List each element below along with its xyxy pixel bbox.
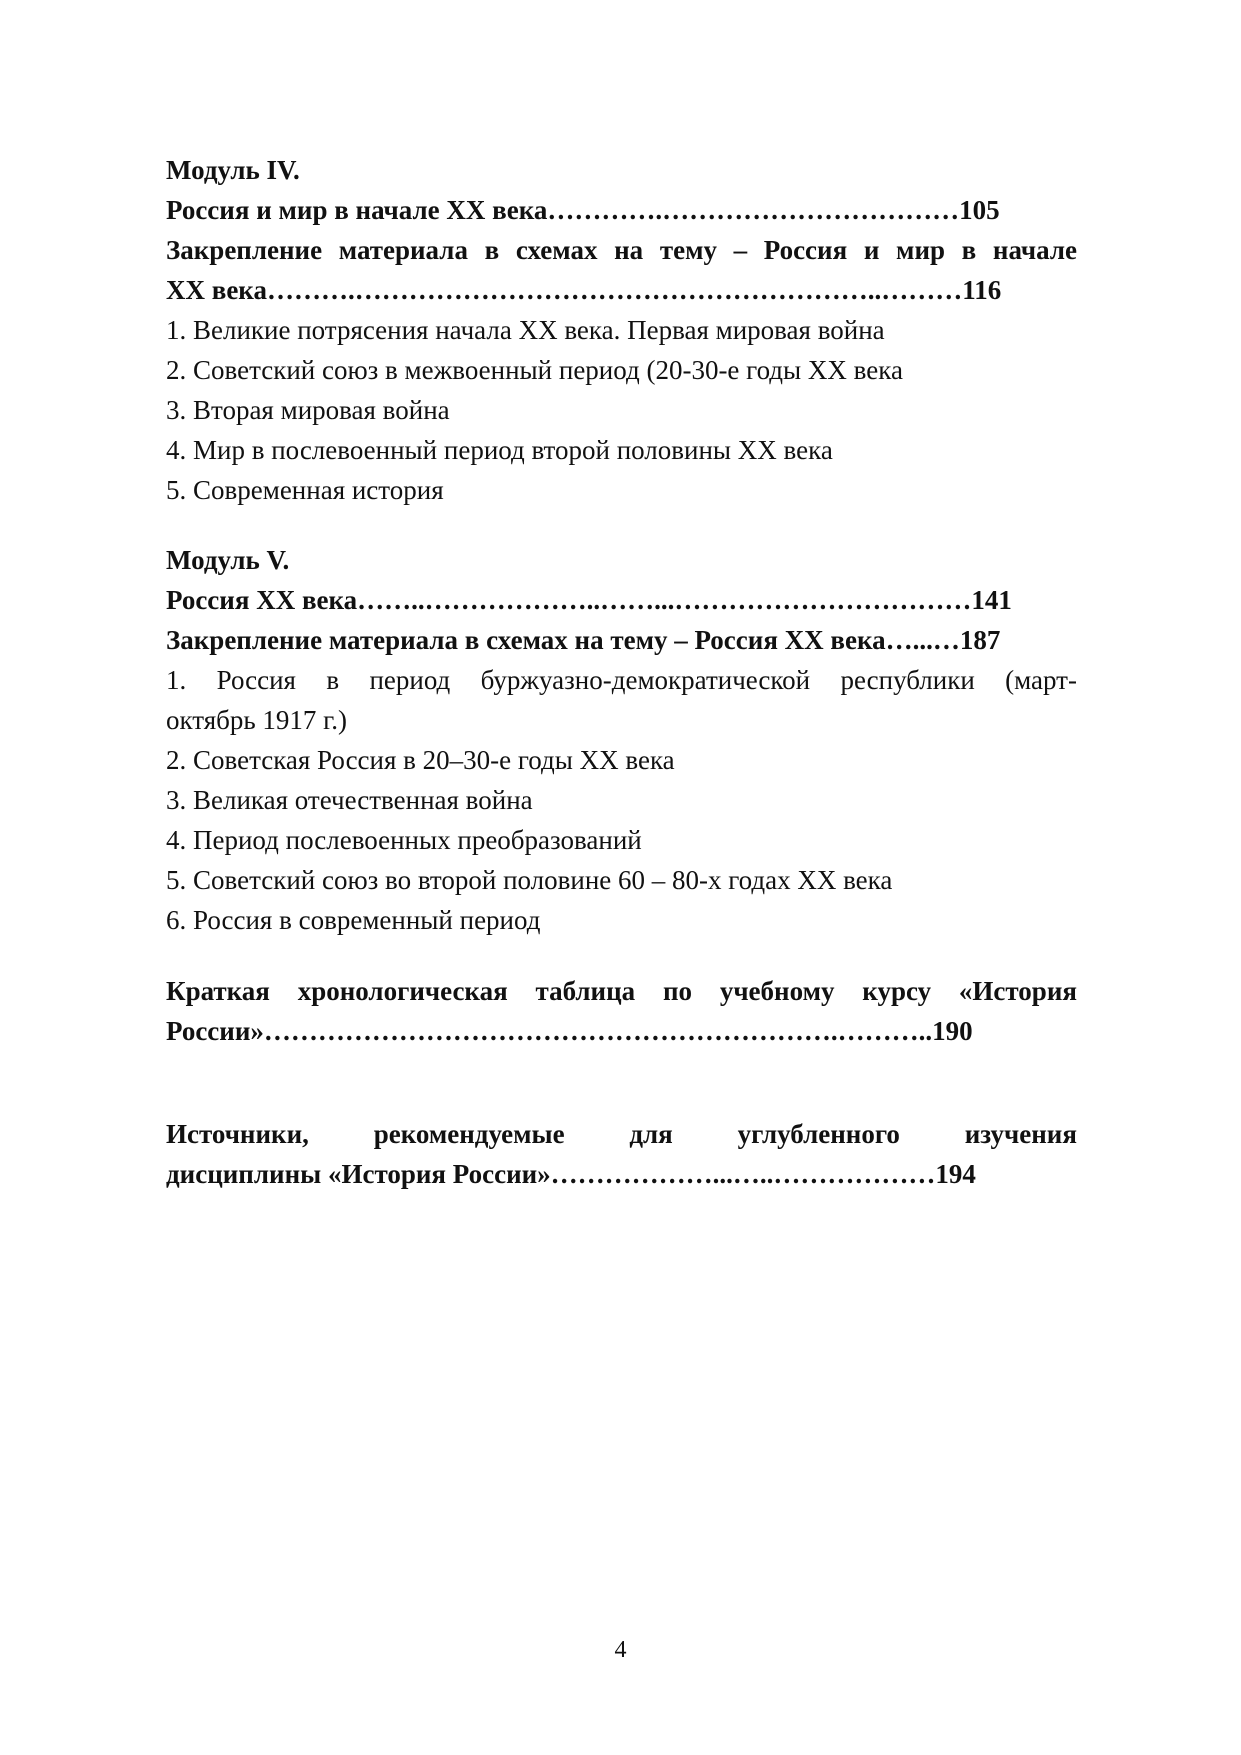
section-spacer [166, 1051, 1077, 1114]
module-5-topic: 4. Период послевоенных преобразований [166, 825, 642, 855]
sources-entry-line1: Источники, рекомендуемые для углубленного изучения [166, 1119, 1077, 1149]
section-spacer [166, 510, 1077, 540]
table-of-contents [166, 150, 1077, 1194]
module-5-topic: 2. Советская Россия в 20–30-е годы XX века [166, 745, 675, 775]
module-5-topic: 6. Россия в современный период [166, 905, 541, 935]
module-4-heading: Модуль IV. [166, 155, 300, 185]
module-4-topic: 1. Великие потрясения начала XX века. Первая мировая война [166, 315, 885, 345]
module-5-title-entry: Россия XX века……..………………..……...……………………………141 [166, 585, 1012, 615]
module-4-topic: 2. Советский союз в межвоенный период (20-30-е годы XX века [166, 355, 903, 385]
module-4-summary-entry-line2: XX века……….…………………………………………………..………116 [166, 275, 1002, 305]
module-4-topic: 4. Мир в послевоенный период второй половины XX века [166, 435, 833, 465]
chronology-entry-line2: России»……………………………………………………….………..190 [166, 1016, 973, 1046]
module-5-topic: 5. Советский союз во второй половине 60 – 80-х годах XX века [166, 865, 893, 895]
module-5-heading: Модуль V. [166, 545, 290, 575]
module-5-topic: 3. Великая отечественная война [166, 785, 533, 815]
module-4-topic: 3. Вторая мировая война [166, 395, 450, 425]
module-4-title-entry: Россия и мир в начале XX века………….……………………………105 [166, 195, 1000, 225]
module-4-summary-entry-line1: Закрепление материала в схемах на тему – Россия и мир в начале [166, 235, 1077, 265]
module-5-summary-entry: Закрепление материала в схемах на тему – Россия XX века…...…187 [166, 625, 1001, 655]
module-5-topic-1-line1: 1. Россия в период буржуазно-демократической республики (март- [166, 665, 1077, 695]
chronology-entry-line1: Краткая хронологическая таблица по учебному курсу «История [166, 976, 1077, 1006]
sources-entry-line2: дисциплины «История России»………………...…..………………194 [166, 1159, 976, 1189]
module-4-topic: 5. Современная история [166, 475, 444, 505]
page-number: 4 [614, 1637, 627, 1663]
section-spacer [166, 940, 1077, 971]
module-5-topic-1-line2: октябрь 1917 г.) [166, 705, 347, 735]
